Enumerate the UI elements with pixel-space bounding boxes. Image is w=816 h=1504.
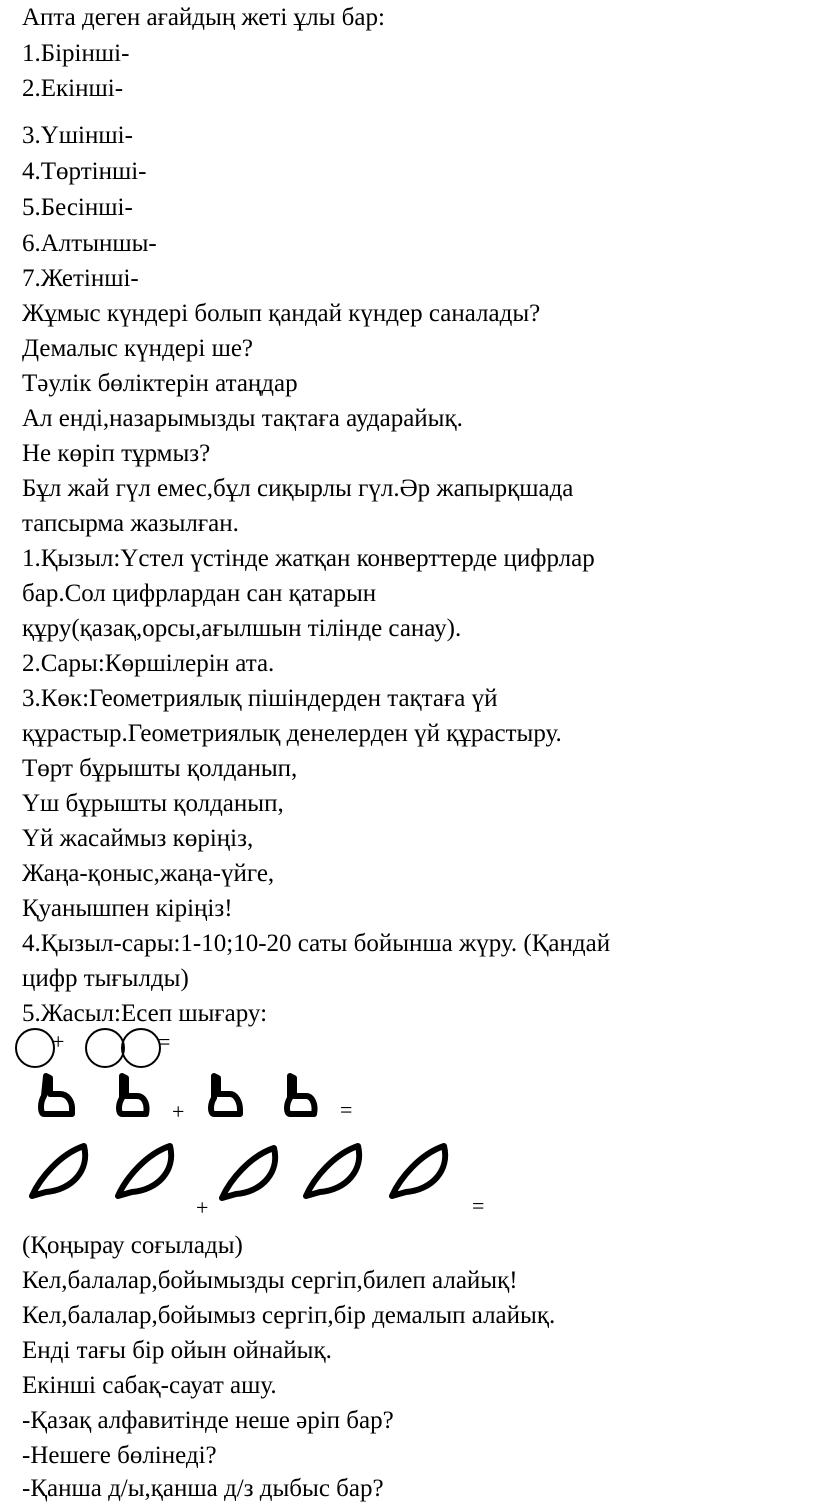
text-line: 2.Екінші-	[22, 75, 124, 102]
text-line: Бұл жай гүл емес,бұл сиқырлы гүл.Әр жапырқшада	[22, 475, 574, 502]
leaf-icon	[32, 1146, 85, 1196]
text-line: 1.Қызыл:Үстел үстінде жатқан конверттерде цифрлар	[22, 545, 595, 572]
plus-sign: +	[172, 1099, 185, 1124]
text-line: -Қанша д/ы,қанша д/з дыбыс бар?	[22, 1475, 384, 1502]
plus-sign: +	[52, 1029, 65, 1054]
text-line: 5.Бесінші-	[22, 194, 133, 221]
text-line: Кел,балалар,бойымыз сергіп,бір демалып алайық.	[22, 1302, 556, 1329]
text-line: құрастыр.Геометриялық денелерден үй құрастыру.	[22, 720, 562, 747]
text-line: бар.Сол цифрлардан сан қатарын	[22, 580, 377, 607]
text-line: -Қазақ алфавитінде неше әріп бар?	[22, 1407, 394, 1434]
text-line: Не көріп тұрмыз?	[22, 440, 211, 467]
boot-icon	[287, 1076, 315, 1114]
math-task-drawing	[0, 1018, 816, 1233]
text-line: 6.Алтыншы-	[22, 230, 157, 257]
text-line: Демалыс күндері ше?	[22, 335, 254, 362]
text-line: 4.Төртінші-	[22, 158, 147, 185]
leaf-row	[32, 1146, 445, 1198]
text-line: 7.Жетінші-	[22, 265, 139, 292]
boot-icon	[119, 1076, 147, 1114]
text-line: Үй жасаймыз көріңіз,	[22, 825, 254, 852]
text-line: -Нешеге бөлінеді?	[22, 1442, 217, 1469]
plus-sign: +	[196, 1195, 209, 1220]
leaf-icon	[392, 1146, 445, 1196]
text-line: (Қоңырау соғылады)	[22, 1232, 243, 1259]
leaf-icon	[222, 1148, 275, 1198]
text-line: құру(қазақ,орсы,ағылшын тілінде санау).	[22, 615, 462, 642]
text-line: Төрт бұрышты қолданып,	[22, 755, 298, 782]
text-line: 5.Жасыл:Есеп шығару:	[22, 1000, 268, 1027]
equals-sign: =	[158, 1029, 171, 1054]
text-line: 1.Бірінші-	[22, 40, 130, 67]
text-line: 3.Көк:Геометриялық пішіндерден тақтаға үй	[22, 685, 498, 712]
text-line: Үш бұрышты қолданып,	[22, 790, 284, 817]
text-line: Ал енді,назарымызды тақтаға аударайық.	[22, 405, 463, 432]
text-line: Енді тағы бір ойын ойнайық.	[22, 1337, 332, 1364]
text-line: Қуанышпен кіріңіз!	[22, 895, 233, 922]
boot-icon	[211, 1076, 240, 1114]
text-line: 4.Қызыл-сары:1-10;10-20 саты бойынша жүру. (Қандай	[22, 930, 611, 957]
circle-icon	[16, 1029, 54, 1067]
text-line: Апта деген ағайдың жеті ұлы бар:	[22, 4, 385, 31]
text-line: Жұмыс күндері болып қандай күндер саналады?	[22, 300, 541, 327]
circle-icon	[86, 1029, 124, 1067]
text-line: Кел,балалар,бойымызды сергіп,билеп алайық!	[22, 1267, 518, 1294]
boot-icon	[41, 1076, 72, 1114]
text-line: цифр тығылды)	[22, 965, 189, 992]
text-line: Екінші сабақ-сауат ашу.	[22, 1372, 277, 1399]
text-line: Тәулік бөліктерін атаңдар	[22, 370, 298, 397]
leaf-icon	[306, 1146, 359, 1196]
leaf-icon	[118, 1146, 171, 1196]
circle-row	[16, 1029, 160, 1067]
text-line: 3.Үшінші-	[22, 122, 133, 149]
equals-sign: =	[472, 1193, 485, 1218]
text-line: 2.Сары:Көршілерін ата.	[22, 650, 275, 677]
circle-icon	[122, 1029, 160, 1067]
text-line: тапсырма жазылған.	[22, 510, 239, 537]
equals-sign: =	[340, 1097, 353, 1122]
text-line: Жаңа-қоныс,жаңа-үйге,	[22, 860, 275, 887]
math-task-figure	[0, 1018, 816, 1233]
